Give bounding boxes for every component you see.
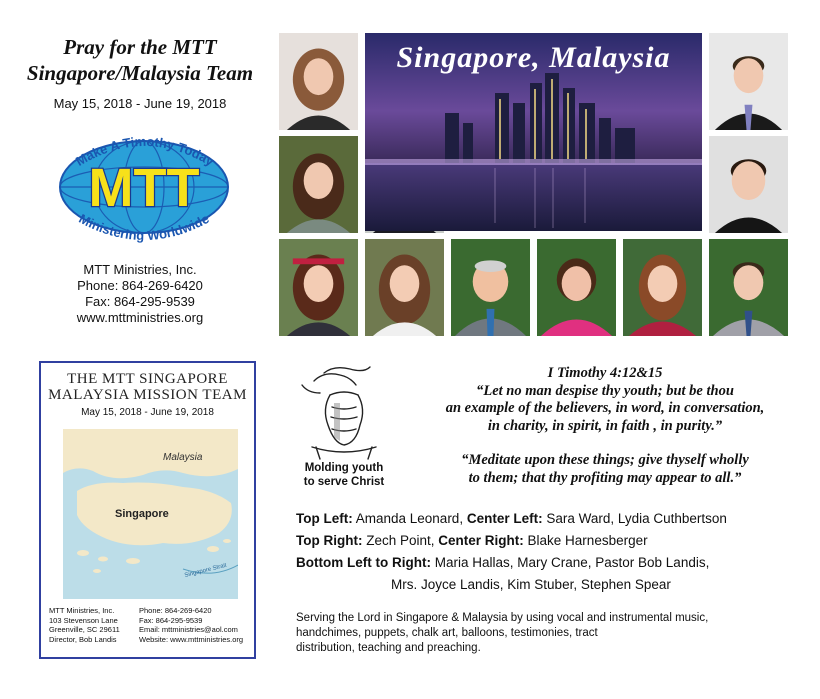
map-label-malaysia: Malaysia xyxy=(163,452,203,463)
singapore-map xyxy=(63,429,238,599)
verse-line: “Let no man despise thy youth; but be thou xyxy=(476,382,734,399)
label-center-right: Center Right: xyxy=(438,533,524,548)
names-row-1 xyxy=(296,508,816,530)
verse-line: an example of the believers, in word, in conversation, xyxy=(445,400,765,416)
title-line-2: Singapore/Malaysia Team xyxy=(26,61,254,85)
org-name: MTT Ministries, Inc. xyxy=(83,262,197,277)
names-top-left: Amanda Leonard, xyxy=(352,511,467,526)
logo-letters: MTT xyxy=(88,158,200,218)
names-row-3 xyxy=(296,552,816,574)
potter-caption-line-2: to serve Christ xyxy=(303,476,385,488)
summary-line: handchimes, puppets, chalk art, balloons, testimonies, tract xyxy=(296,627,598,639)
names-row-4: Mrs. Joyce Landis, Kim Stuber, Stephen Spear xyxy=(391,577,671,592)
ministry-summary xyxy=(296,611,816,656)
names-center-left: Sara Ward, Lydia Cuthbertson xyxy=(542,511,727,526)
verse-line: “Meditate upon these things; give thyself wholly xyxy=(461,452,749,468)
photo-amanda-leonard xyxy=(279,33,358,130)
verse-reference: I Timothy 4:12&15 xyxy=(547,365,663,381)
photo-pastor-bob-landis xyxy=(451,239,530,336)
phone: Phone: 864-269-6420 xyxy=(77,278,203,293)
title-line-1: Pray for the MTT xyxy=(63,35,217,59)
verse-line: in charity, in spirit, in faith , in purity.” xyxy=(487,417,723,434)
contact-block xyxy=(0,262,280,326)
verse-line: to them; that thy profiting may appear to all.” xyxy=(468,469,742,486)
card-title-line-1: THE MTT SINGAPORE xyxy=(67,371,228,387)
team-names xyxy=(296,508,816,596)
banner-title: Singapore, Malaysia xyxy=(396,41,671,74)
card-contact-director: Director, Bob Landis xyxy=(49,634,117,644)
map-label-singapore: Singapore xyxy=(115,508,169,520)
singapore-skyline-banner xyxy=(365,33,702,231)
logo-arc-top: Make A Timothy Today xyxy=(73,133,217,169)
card-contact-street: 103 Stevenson Lane xyxy=(49,615,118,625)
logo-arc-bottom: Ministering Worldwide xyxy=(76,210,212,244)
potter-caption-line-1: Molding youth xyxy=(304,462,384,474)
mtt-logo xyxy=(46,124,242,250)
label-center-left: Center Left: xyxy=(466,511,543,526)
website: www.mttministries.org xyxy=(76,310,204,325)
photo-mary-crane xyxy=(365,239,444,336)
names-row-2 xyxy=(296,530,816,552)
potter-hands-icon xyxy=(294,363,394,461)
photo-joyce-landis xyxy=(537,239,616,336)
scripture-verse xyxy=(400,365,810,487)
fax: Fax: 864-295-9539 xyxy=(85,294,195,309)
photo-zech-point xyxy=(709,33,788,130)
map-label-strait: Singapore Strait xyxy=(184,562,228,579)
card-contact-city: Greenville, SC 29611 xyxy=(49,625,120,634)
summary-line: distribution, teaching and preaching. xyxy=(296,642,481,654)
photo-kim-stuber xyxy=(623,239,702,336)
trip-dates: May 15, 2018 - June 19, 2018 xyxy=(53,96,227,111)
label-top-left: Top Left: xyxy=(296,511,353,526)
card-contact-website: Website: www.mttministries.org xyxy=(139,634,244,644)
photo-blake-harnesberger xyxy=(709,136,788,233)
card-title-line-2: MALAYSIA MISSION TEAM xyxy=(48,387,247,403)
potter-caption xyxy=(284,461,404,489)
label-top-right: Top Right: xyxy=(296,533,363,548)
photo-stephen-spear xyxy=(709,239,788,336)
names-center-right: Blake Harnesberger xyxy=(523,533,648,548)
card-contact-fax: Fax: 864-295-9539 xyxy=(139,615,203,625)
page-title xyxy=(0,34,280,86)
photo-sara-ward xyxy=(279,136,358,233)
summary-line: Serving the Lord in Singapore & Malaysia by using vocal and instrumental music, xyxy=(296,612,709,624)
card-title xyxy=(41,371,254,403)
names-bottom: Maria Hallas, Mary Crane, Pastor Bob Landis, xyxy=(430,555,710,570)
card-contact-org: MTT Ministries, Inc. xyxy=(49,606,115,615)
card-contact-email: Email: mttministries@aol.com xyxy=(139,625,238,634)
names-top-right: Zech Point, xyxy=(362,533,439,548)
photo-maria-hallas xyxy=(279,239,358,336)
card-contact-phone: Phone: 864-269-6420 xyxy=(139,606,212,615)
card-dates: May 15, 2018 - June 19, 2018 xyxy=(81,407,214,418)
mission-map-card xyxy=(39,361,256,659)
label-bottom: Bottom Left to Right: xyxy=(296,555,431,570)
